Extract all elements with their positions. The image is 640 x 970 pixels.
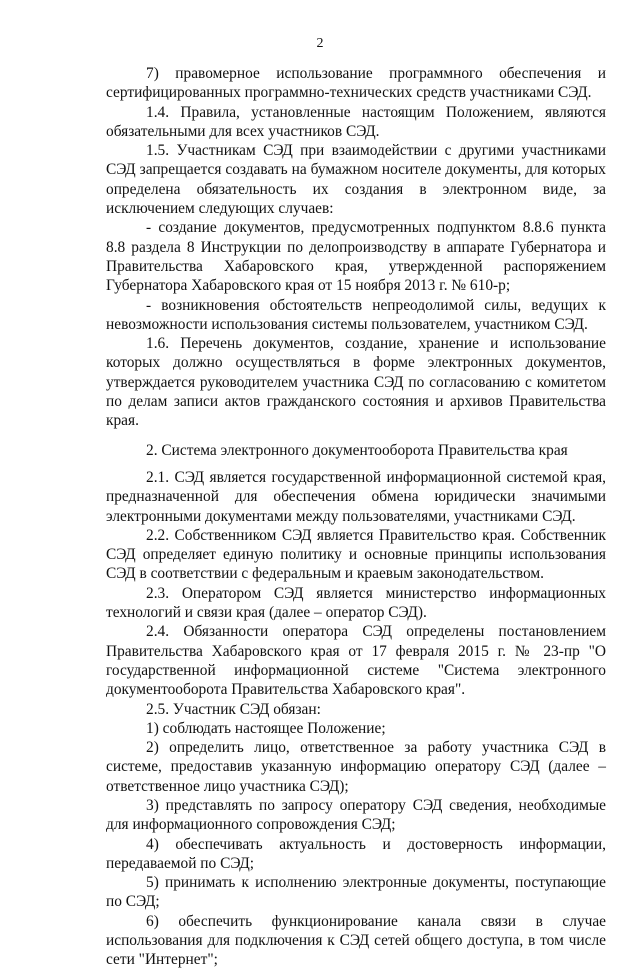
paragraph-item-7: 7) правомерное использование программного обеспечения и сертифицированных программно-технических средств участниками СЭД. xyxy=(106,65,606,102)
paragraph-2-3: 2.3. Оператором СЭД является министерство информационных технологий и связи края (далее – оператор СЭД). xyxy=(106,584,606,622)
document-body xyxy=(106,64,606,970)
page-number: 2 xyxy=(316,36,324,51)
duty-item-1: 1) соблюдать настоящее Положение; xyxy=(146,719,386,737)
paragraph-2-5: 2.5. Участник СЭД обязан: xyxy=(146,700,321,718)
paragraph-2-1: 2.1. СЭД является государственной информационной системой края, предназначенной для обеспечения обмена юридически значимыми электронными документами между пользователями, участниками СЭД. xyxy=(106,468,606,525)
duty-item-2: 2) определить лицо, ответственное за работу участника СЭД в системе, предоставив указанную информацию оператору СЭД (далее – ответственное лицо участника СЭД); xyxy=(106,739,606,795)
paragraph-2-2: 2.2. Собственником СЭД является Правительство края. Собственник СЭД определяет единую политику и основные принципы использования СЭД в соответствии с федеральным и краевым законодательством. xyxy=(106,526,606,583)
paragraph-1-5-exception-2: - возникновения обстоятельств непреодолимой силы, ведущих к невозможности использования системы пользователем, участником СЭД. xyxy=(106,296,606,333)
section-heading: 2. Система электронного документооборота Правительства края xyxy=(146,441,568,459)
duty-item-6: 6) обеспечить функционирование канала связи в случае использования для подключения к СЭД сетей общего доступа, в том числе сети "Интернет"; xyxy=(106,912,606,969)
duty-item-4: 4) обеспечивать актуальность и достоверность информации, передаваемой по СЭД; xyxy=(106,835,606,872)
duty-item-3: 3) представлять по запросу оператору СЭД сведения, необходимые для информационного сопровождения СЭД; xyxy=(106,796,606,834)
paragraph-1-4: 1.4. Правила, установленные настоящим Положением, являются обязательными для всех участников СЭД. xyxy=(106,103,606,140)
paragraph-1-6: 1.6. Перечень документов, создание, хранение и использование которых должно осуществляться в форме электронных документов, утверждается руководителем участника СЭД по согласованию с комитетом по делам записи актов гражданского состояния и архивов Правительства края. xyxy=(106,335,606,430)
duty-item-5: 5) принимать к исполнению электронные документы, поступающие по СЭД; xyxy=(106,874,606,911)
paragraph-2-4: 2.4. Обязанности оператора СЭД определены постановлением Правительства Хабаровского края от 17 февраля 2015 г. № 23-пр "О государственной информационной системе "Система электронного документооборота Правительства Хабаровского края". xyxy=(106,623,606,699)
paragraph-1-5-exception-1: - создание документов, предусмотренных подпунктом 8.8.6 пункта 8.8 раздела 8 Инструкции по делопроизводству в аппарате Губернатора и Правительства Хабаровского края, утвержденной распоряжением Губернатора Хабаровского края от 15 ноября 2013 г. № 610-р; xyxy=(106,219,606,295)
paragraph-1-5: 1.5. Участникам СЭД при взаимодействии с другими участниками СЭД запрещается создавать на бумажном носителе документы, для которых определена обязательность их создания в электронном виде, за исключением следующих случаев: xyxy=(106,142,606,218)
